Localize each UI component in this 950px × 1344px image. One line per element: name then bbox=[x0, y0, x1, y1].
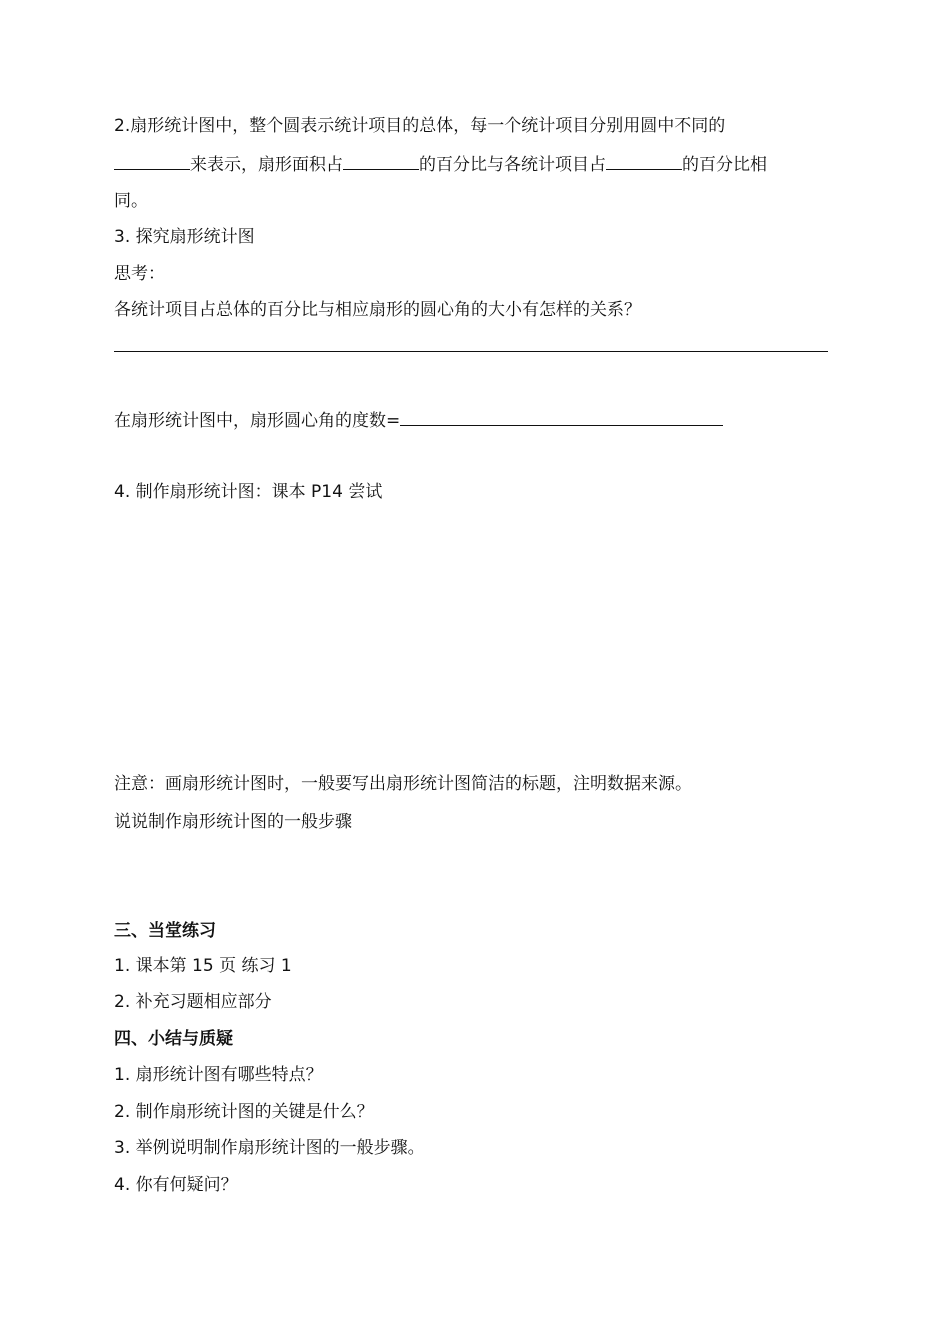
formula-blank[interactable] bbox=[400, 407, 723, 426]
q2-text-4: 的百分比相 bbox=[682, 155, 767, 175]
formula-text: 在扇形统计图中，扇形圆心角的度数= bbox=[114, 411, 401, 431]
q2-text-5: 同。 bbox=[114, 191, 148, 211]
list-item: 3. 举例说明制作扇形统计图的一般步骤。 bbox=[114, 1138, 425, 1158]
q2-line-2 bbox=[114, 151, 767, 177]
q4-note: 注意：画扇形统计图时，一般要写出扇形统计图简洁的标题，注明数据来源。 bbox=[114, 774, 692, 794]
q2-text-3: 的百分比与各统计项目占 bbox=[419, 155, 606, 175]
fill-blank-3[interactable] bbox=[606, 151, 682, 170]
list-item: 1. 扇形统计图有哪些特点？ bbox=[114, 1065, 323, 1085]
q4-steps-prompt: 说说制作扇形统计图的一般步骤 bbox=[114, 812, 352, 832]
section4-heading: 四、小结与质疑 bbox=[114, 1029, 233, 1049]
q2-text-1: 2.扇形统计图中，整个圆表示统计项目的总体，每一个统计项目分别用圆中不同的 bbox=[114, 116, 726, 136]
fill-blank-1[interactable] bbox=[114, 151, 190, 170]
think-label: 思考： bbox=[114, 264, 165, 284]
q2-line-3 bbox=[114, 189, 148, 213]
list-item: 4. 你有何疑问？ bbox=[114, 1175, 238, 1195]
q2-line-1 bbox=[114, 114, 725, 138]
list-item: 2. 补充习题相应部分 bbox=[114, 992, 272, 1012]
formula-line bbox=[114, 407, 723, 433]
section3-heading: 三、当堂练习 bbox=[114, 921, 216, 941]
answer-line[interactable] bbox=[114, 351, 828, 352]
list-item: 1. 课本第 15 页 练习 1 bbox=[114, 956, 292, 976]
q2-text-2: 来表示，扇形面积占 bbox=[190, 155, 343, 175]
q3-question: 各统计项目占总体的百分比与相应扇形的圆心角的大小有怎样的关系？ bbox=[114, 300, 641, 320]
q4-title: 4. 制作扇形统计图：课本 P14 尝试 bbox=[114, 482, 383, 502]
fill-blank-2[interactable] bbox=[343, 151, 419, 170]
list-item: 2. 制作扇形统计图的关键是什么？ bbox=[114, 1102, 374, 1122]
q3-title: 3. 探究扇形统计图 bbox=[114, 227, 255, 247]
